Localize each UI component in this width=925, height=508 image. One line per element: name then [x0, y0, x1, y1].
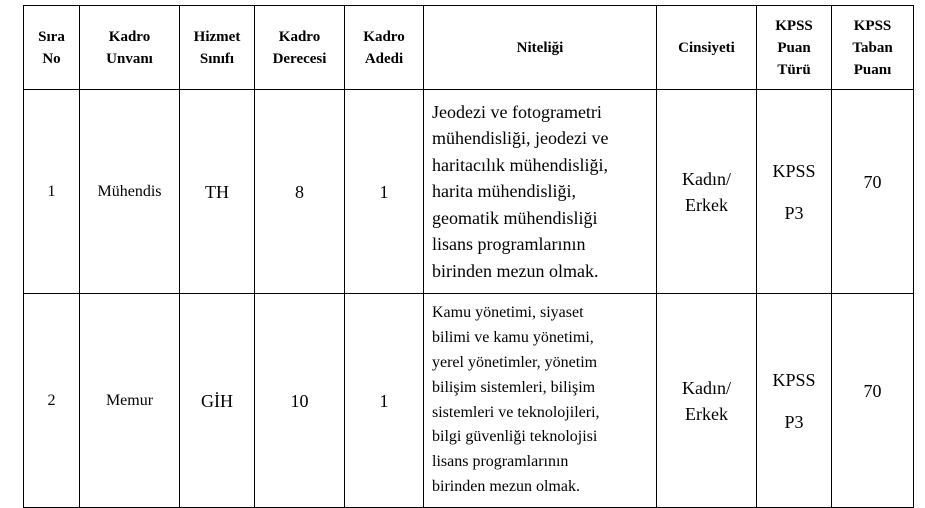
- cell-niteligi: Jeodezi ve fotogrametri mühendisliği, jeodezi ve haritacılık mühendisliği, harita mühendisliği, geomatik mühendisliği lisans programlarının birinden mezun olmak.: [424, 90, 657, 294]
- table-row: [24, 90, 914, 294]
- cell-kadro-adedi: 1: [345, 90, 424, 294]
- cell-kpss-puan-turu: KPSS P3: [757, 294, 832, 508]
- cell-kadro-derecesi: 10: [255, 294, 345, 508]
- cell-sira-no: 2: [24, 294, 80, 508]
- cell-kadro-derecesi: 8: [255, 90, 345, 294]
- cell-kadro-unvani: Memur: [80, 294, 180, 508]
- header-row: [24, 6, 914, 90]
- header-sira-no: Sıra No: [24, 6, 80, 90]
- header-kadro-derecesi: Kadro Derecesi: [255, 6, 345, 90]
- cell-kpss-puan-turu: KPSS P3: [757, 90, 832, 294]
- header-cinsiyeti: Cinsiyeti: [657, 6, 757, 90]
- cell-kadro-adedi: 1: [345, 294, 424, 508]
- header-kadro-adedi: Kadro Adedi: [345, 6, 424, 90]
- cell-cinsiyeti: Kadın/ Erkek: [657, 90, 757, 294]
- table-row: [24, 294, 914, 508]
- cell-hizmet-sinifi: GİH: [180, 294, 255, 508]
- cell-sira-no: 1: [24, 90, 80, 294]
- cell-kpss-taban-puani: 70: [832, 294, 914, 508]
- header-kadro-unvani: Kadro Unvanı: [80, 6, 180, 90]
- cell-cinsiyeti: Kadın/ Erkek: [657, 294, 757, 508]
- header-kpss-taban-puani: KPSS Taban Puanı: [832, 6, 914, 90]
- header-kpss-puan-turu: KPSS Puan Türü: [757, 6, 832, 90]
- header-hizmet-sinifi: Hizmet Sınıfı: [180, 6, 255, 90]
- cell-kpss-taban-puani: 70: [832, 90, 914, 294]
- header-niteligi: Niteliği: [424, 6, 657, 90]
- cell-niteligi: Kamu yönetimi, siyaset bilimi ve kamu yönetimi, yerel yönetimler, yönetim bilişim sistemleri, bilişim sistemleri ve teknolojileri, bilgi güvenliği teknolojisi lisans programlarının birinden mezun olmak.: [424, 294, 657, 508]
- cell-hizmet-sinifi: TH: [180, 90, 255, 294]
- kadro-table: [23, 5, 914, 508]
- cell-kadro-unvani: Mühendis: [80, 90, 180, 294]
